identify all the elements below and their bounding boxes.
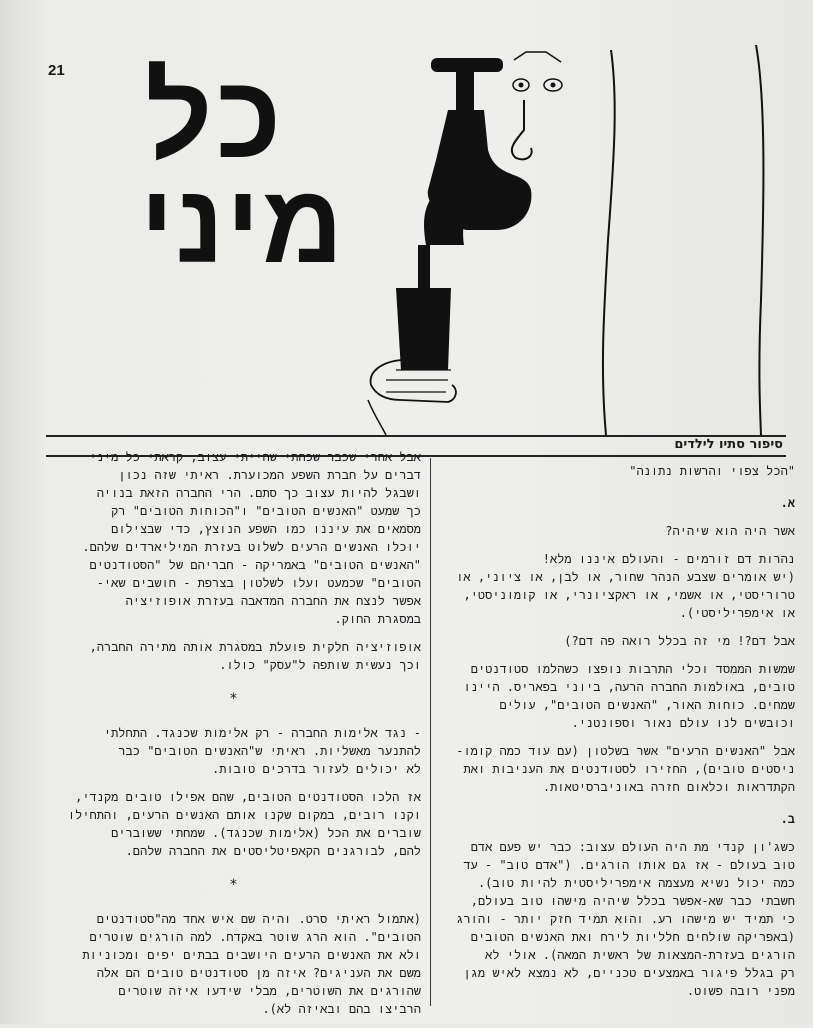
right-column	[445, 462, 795, 1010]
paragraph: אופוזיציה חלקית פועלת במסגרת אותה מתירה החברה, וכך נעשית שותפה ל"עסק" כולו.	[89, 640, 421, 672]
paragraph: שמשות הממסד וכלי התרבות נופצו כשהלמו סטודנטים טובים, באולמות החברה הרעה, ביוני בפאריס. היינו שמחים. כוחות האור, "האנשים הטובים", עולים וכובשים לנו עולם נאור וספונטני.	[463, 662, 795, 730]
paragraph: (אתמול ראיתי סרט. והיה שם איש אחד מה"סטודנטים הטובים". הוא הרג שוטר באקדח. למה הורגים שוטרים ולא את האנשים הרעים היושבים בבתים יפים ומכוניות משם את העניגים? איזה מן סטודנטים טובים הם אלה שהורגים את השוטרים, מבלי שידעו איזה שוטרים הרביצו בהם ובאיזה לא).	[82, 912, 421, 1016]
section-separator-star: *	[229, 877, 238, 893]
paragraph: אבל "האנשים הרעים" אשר בשלטון (עם עוד כמה קומו- ניסטים טובים), החזירו לסטודנטים את העניבות ואת הקתדראות וכלאום חזרה באוניברסיטאות.	[456, 744, 795, 794]
page-number: 21	[48, 62, 65, 79]
paragraph: אבל אחרי שכבר שכחתי שהייתי עצוב, קראתי כל מיני דברים על חברת השפע המכוערת. ראיתי שזה נכון ושבגל להיות עצוב כך סתם. הרי החברה הזאת בנויה כך שמעט "האנשים הטובים" ו"הכוחות הטובים" רק מסמאים את עיננו כמו השפע הנוצץ, כדי שבצילום יוכלו האנשים הרעים לשלוט בעזרת המיליארדים שלהם. "האנשים הטובים" באמריקה - חבריהם של "הסטודנטים הטובים" שכמעט ועלו לשלטון בצרפת - חושבים שאי- אפשר לנצח את החברה המדאבה בעזרת אופוזיציה במסגרת החוק.	[82, 450, 421, 626]
paragraph: אשר היה הוא שיהיה?	[665, 524, 795, 538]
faucet-illustration	[356, 40, 776, 440]
title-line-1: כל	[145, 51, 288, 183]
paragraph: כשג'ון קנדי מת היה העולם עצוב: כבר יש פעם אדם טוב בעולם - אז גם אותו הורגים. ("אדם טוב" - עד כמה יכול נשיא מעצמה אימפריליסטית להיות טוב). חשבתי כבר שא-אפשר בכלל שיהיה מישהו טוב בעולם, כי תמיד יש מישהו רע. והוא תמיד חזק יותר - והורג (באפריקה שולחים חלליות לירח ואת האנשים הטובים הורגים בעזרת-המצאות של ראשית המאה). אולי לא רק בגלל פיגור באמצעים טכניים, לא נמצא לאיש מגן מפני רובה פשוט.	[456, 840, 795, 998]
title-line-2: מיני	[140, 161, 346, 286]
paragraph: נהרות דם זורמים - והעולם איננו מלא! (יש אומרים שצבע הנהר שחור, או לבן, או ציוני, או טרוריסטי, או אשמי, או ראקציונרי, או קומוניסטי, או אימפריליסטי).	[456, 552, 795, 620]
story-caption: סיפור סתיו לילדים	[674, 437, 783, 452]
paragraph: אז הלכו הסטודנטים הטובים, שהם אפילו טובים מקנדי, וקנו רובים, במקום שקנו אותם האנשים הרעים, והתחילו שוברים את הכל (אלימות שכנגד). שמחתי ששוברים להם, לבורגנים הקאפיטליסטים את החברה שלהם.	[67, 790, 421, 858]
column-divider	[430, 458, 431, 1006]
paragraph: אבל דם?! מי זה בכלל רואה פה דם?)	[564, 634, 795, 648]
paragraph: - נגד אלימות החברה - רק אלימות שכנגד. התחלתי להתנער מאשליות. ראיתי ש"האנשים הטובים" כבר לא יכולים לעזור בדרכים טובות.	[103, 726, 421, 776]
section-separator-star: *	[229, 691, 238, 707]
epigraph: "הכל צפוי והרשות נתונה"	[629, 464, 795, 478]
section-heading-a: א.	[780, 496, 795, 510]
left-column	[46, 448, 421, 1028]
section-heading-b: ב.	[780, 812, 795, 826]
